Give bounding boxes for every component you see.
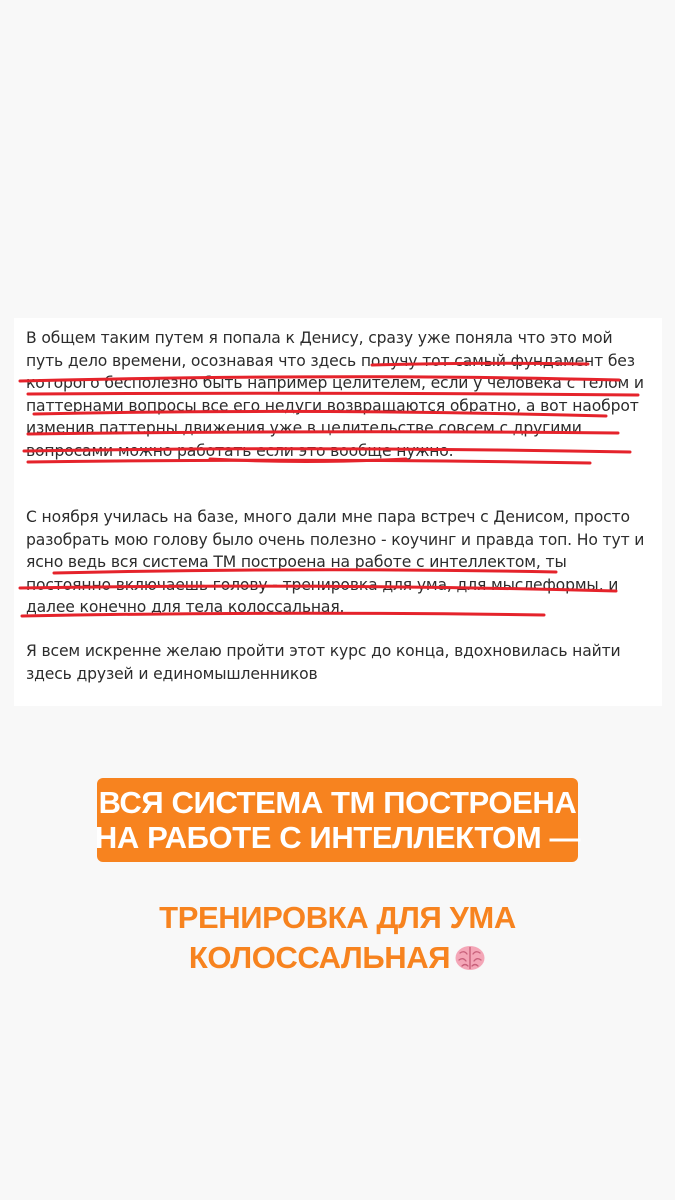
brain-icon: [454, 944, 486, 972]
highlight-banner: [94, 778, 581, 862]
banner-line-1: ВСЯ СИСТЕМА ТМ ПОСТРОЕНА: [98, 785, 577, 820]
review-paragraph-2: С ноября училась на базе, много дали мне пара встреч с Денисом, просто разобрать мою голову было очень полезно - коучинг и правда топ. Но тут и ясно ведь вся система ТМ построена на работе с интеллектом, ты постоянно включаешь голову - тренировка для ума, для мыслеформы, и далее конечно для тела колоссальная.: [26, 508, 645, 616]
headline: [0, 898, 675, 978]
banner-line-2: НА РАБОТЕ С ИНТЕЛЛЕКТОМ —: [94, 820, 581, 855]
headline-line-2: КОЛОССАЛЬНАЯ: [188, 940, 451, 975]
review-quote-card: [14, 318, 662, 706]
review-paragraph-3: Я всем искренне желаю пройти этот курс до конца, вдохновилась найти здесь друзей и единомышленников: [26, 642, 621, 683]
headline-line-1: ТРЕНИРОВКА ДЛЯ УМА: [159, 900, 516, 935]
headline-line-2-wrap: [0, 938, 675, 978]
review-paragraph-1: В общем таким путем я попала к Денису, сразу уже поняла что это мой путь дело времени, осознавая что здесь получу тот самый фундамент без которого бесполезно быть например целителем, если у человека с телом и паттернами вопросы все его недуги возвращаются обратно, а вот наоброт изменив паттерны движения уже в целительстве совсем с другими вопросами можно работать если это вообще нужно.: [26, 329, 644, 460]
